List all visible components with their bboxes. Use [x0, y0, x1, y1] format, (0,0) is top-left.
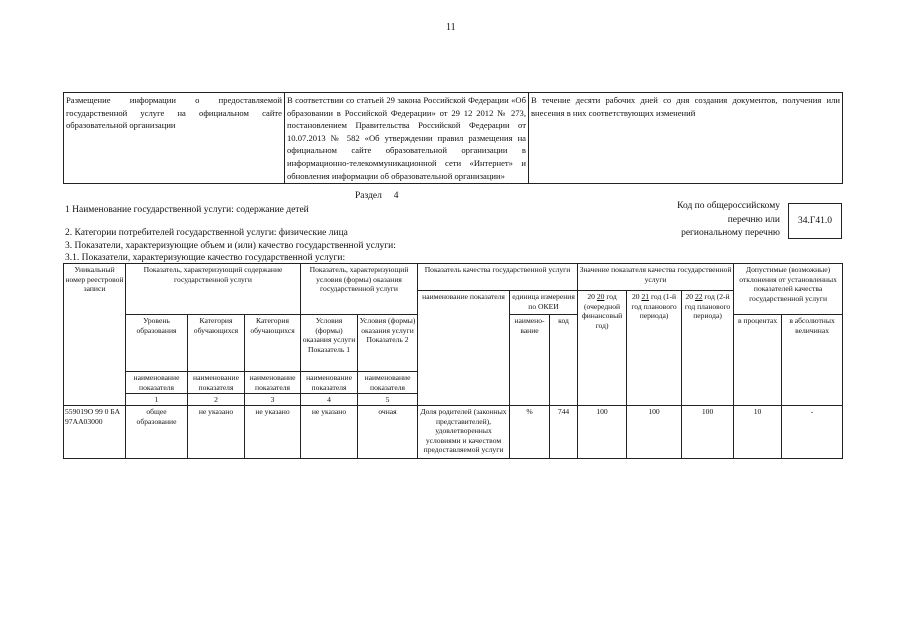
cell-student-category-1: не указано: [188, 406, 245, 459]
cell-condition-2: очная: [358, 406, 418, 459]
header-deviation-percent: в процентах: [734, 315, 782, 406]
header-content-indicator: Показатель, характеризующий содержание государственной услуги: [126, 264, 301, 315]
registry-code: 34.Г41.0: [788, 203, 842, 239]
publication-composition: В соответствии со статьей 29 закона Российской Федерации «Об образовании в Российской Федерации» от 29 12 2012 № 273, постановлением Правительства Российской Федерации от 10.07.2013 № 582 «Об утверждении правил размещения на официальном сайте образовательной организации в информационно-телекоммуникационной сети «Интернет» и обновления информации об образовательной организации»: [285, 93, 529, 184]
quality-heading: 3.1. Показатели, характеризующие качество государственной услуги:: [65, 253, 346, 263]
header-ind-name: наименование показателя: [245, 372, 301, 394]
cell-value-year-1: 100: [578, 406, 627, 459]
indicators-heading: 3. Показатели, характеризующие объем и (или) качество государственной услуги:: [65, 241, 396, 251]
header-student-category-1: Категория обучающихся: [188, 315, 245, 372]
header-indicator-name: наименование показателя: [418, 291, 510, 406]
cell-education-level: общее образование: [126, 406, 188, 459]
header-year-1: 20 20 год (очередной финансовый год): [578, 291, 627, 406]
header-education-level: Уровень образования: [126, 315, 188, 372]
table-row: [64, 406, 843, 459]
column-number: 3: [245, 394, 301, 406]
publication-table: [63, 92, 843, 184]
section-heading: [355, 191, 399, 201]
service-name: 1 Наименование государственной услуги: содержание детей: [65, 205, 309, 215]
header-deviation-absolute: в абсолютных величинах: [782, 315, 843, 406]
header-year-2: 20 21 год (1-й год планового периода): [627, 291, 682, 406]
header-indicator-value: Значение показателя качества государственной услуги: [578, 264, 734, 291]
cell-condition-1: не указано: [301, 406, 358, 459]
header-ind-name: наименование показателя: [301, 372, 358, 394]
cell-unit-name: %: [510, 406, 550, 459]
cell-student-category-2: не указано: [245, 406, 301, 459]
cell-value-year-2: 100: [627, 406, 682, 459]
cell-deviation-percent: 10: [734, 406, 782, 459]
column-number: 2: [188, 394, 245, 406]
header-ind-name: наименование показателя: [358, 372, 418, 394]
header-quality-indicator: Показатель качества государственной услуги: [418, 264, 578, 291]
header-condition-1: Условия (формы) оказания услуги Показатель 1: [301, 315, 358, 372]
registry-code-label: Код по общероссийскому перечню или региональному перечню: [677, 201, 780, 238]
cell-unique-number: 559019О 99 0 БА 97АА03000: [64, 406, 126, 459]
section-label: Раздел: [355, 191, 382, 201]
publication-frequency: В течение десяти рабочих дней со дня создания документов, получения или внесения в них соответствующих изменений: [529, 93, 843, 184]
header-unique-number: Уникальный номер реестровой записи: [64, 264, 126, 406]
page-number: 11: [446, 22, 456, 33]
cell-deviation-absolute: -: [782, 406, 843, 459]
header-unit-okei: единица измерения по ОКЕИ: [510, 291, 578, 315]
cell-unit-code: 744: [550, 406, 578, 459]
header-condition-2: Условия (формы) оказания услуги Показатель 2: [358, 315, 418, 372]
publication-method: Размещение информации о предоставляемой государственной услуге на официальном сайте образовательной организации: [64, 93, 285, 184]
cell-value-year-3: 100: [682, 406, 734, 459]
header-student-category-2: Категория обучающихся: [245, 315, 301, 372]
header-ind-name: наименование показателя: [188, 372, 245, 394]
header-year-3: 20 22 год (2-й год планового периода): [682, 291, 734, 406]
quality-indicators-table: [63, 263, 843, 459]
header-unit-name: наимено-вание: [510, 315, 550, 406]
column-number: 4: [301, 394, 358, 406]
header-ind-name: наименование показателя: [126, 372, 188, 394]
consumer-categories: 2. Категории потребителей государственной услуги: физические лица: [65, 228, 348, 238]
header-allowed-deviation: Допустимые (возможные) отклонения от установленных показателей качества государственной услуги: [734, 264, 843, 315]
column-number: 1: [126, 394, 188, 406]
header-unit-code: код: [550, 315, 578, 406]
section-number: 4: [393, 191, 399, 201]
header-conditions-indicator: Показатель, характеризующий условия (формы) оказания государственной услуги: [301, 264, 418, 315]
cell-indicator-name: Доля родителей (законных представителей), удовлетворенных условиями и качеством предоставляемой услуги: [418, 406, 510, 459]
column-number: 5: [358, 394, 418, 406]
